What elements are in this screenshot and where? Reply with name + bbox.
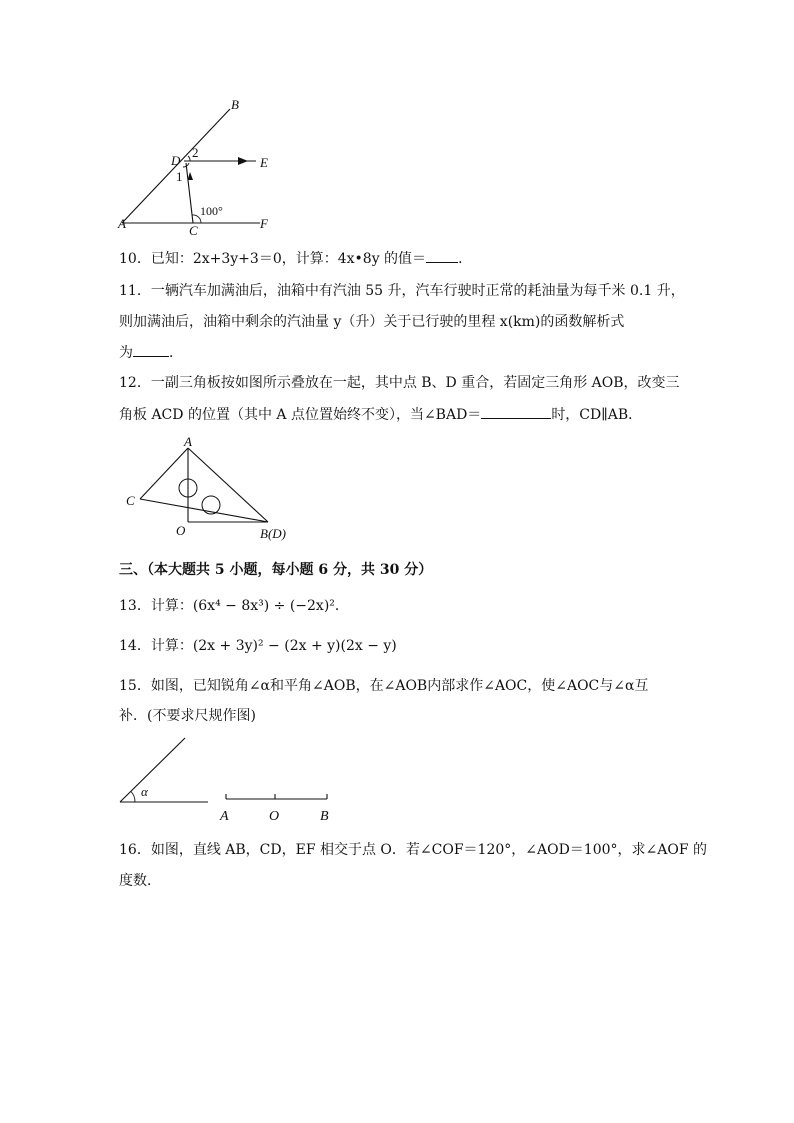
label-A: A [118, 216, 126, 231]
label-C: C [126, 493, 135, 508]
label-B-D: B(D) [260, 526, 286, 541]
label-angle-1: 1 [176, 169, 183, 184]
question-15-line-1: 15．如图，已知锐角∠α和平角∠AOB，在∠AOB内部求作∠AOC，使∠AOC与∠α互 [119, 678, 649, 694]
question-11-line-2: 则加满油后，油箱中剩余的汽油量 y（升）关于已行驶的里程 x(km)的函数解析式 [119, 314, 625, 330]
question-16-line-1: 16．如图，直线 AB，CD，EF 相交于点 O．若∠COF＝120°，∠AOD＝100°，求∠AOF 的 [119, 842, 708, 858]
label-C: C [189, 223, 198, 238]
section-3-heading: 三、（本大题共 5 小题，每小题 6 分，共 30 分） [119, 562, 433, 578]
label-A: A [184, 434, 192, 449]
label-O: O [269, 809, 280, 824]
question-16-line-2: 度数． [119, 873, 161, 889]
label-B: B [320, 809, 329, 824]
answer-blank [481, 404, 551, 419]
question-13: 13．计算：(6x⁴ − 8x³) ÷ (−2x)²． [119, 598, 349, 614]
label-angle-2: 2 [192, 145, 199, 160]
question-12-line-2: 角板 ACD 的位置（其中 A 点位置始终不变），当∠BAD＝ 时，CD∥AB． [119, 404, 642, 425]
question-15-line-2: 补．(不要求尺规作图) [119, 708, 256, 724]
label-B: B [231, 97, 239, 112]
label-alpha: α [141, 784, 148, 799]
figure-parallel-lines [110, 95, 300, 240]
label-F: F [260, 216, 268, 231]
label-E: E [260, 155, 268, 170]
label-O: O [176, 523, 186, 538]
label-D: D [171, 153, 181, 168]
question-10: 10．已知：2x+3y+3＝0，计算：4x•8y 的值＝ ． [119, 248, 472, 269]
answer-blank [426, 248, 458, 263]
question-11-line-1: 11．一辆汽车加满油后，油箱中有汽油 55 升，汽车行驶时正常的耗油量为每千米 0.1 升， [119, 283, 685, 299]
question-11-line-3: 为 ． [119, 342, 183, 363]
figure-angle-alpha [115, 732, 345, 827]
answer-blank [133, 342, 169, 357]
arrow-up-icon [188, 172, 194, 180]
label-A: A [220, 809, 229, 824]
question-12-line-1: 12．一副三角板按如图所示叠放在一起，其中点 B、D 重合，若固定三角形 AOB，改变三 [119, 375, 680, 391]
label-angle-100: 100° [200, 204, 223, 218]
figure-triangle-rulers [120, 432, 300, 547]
question-14: 14．计算：(2x + 3y)² − (2x + y)(2x − y) [119, 638, 397, 654]
arrow-right-icon [238, 157, 248, 165]
